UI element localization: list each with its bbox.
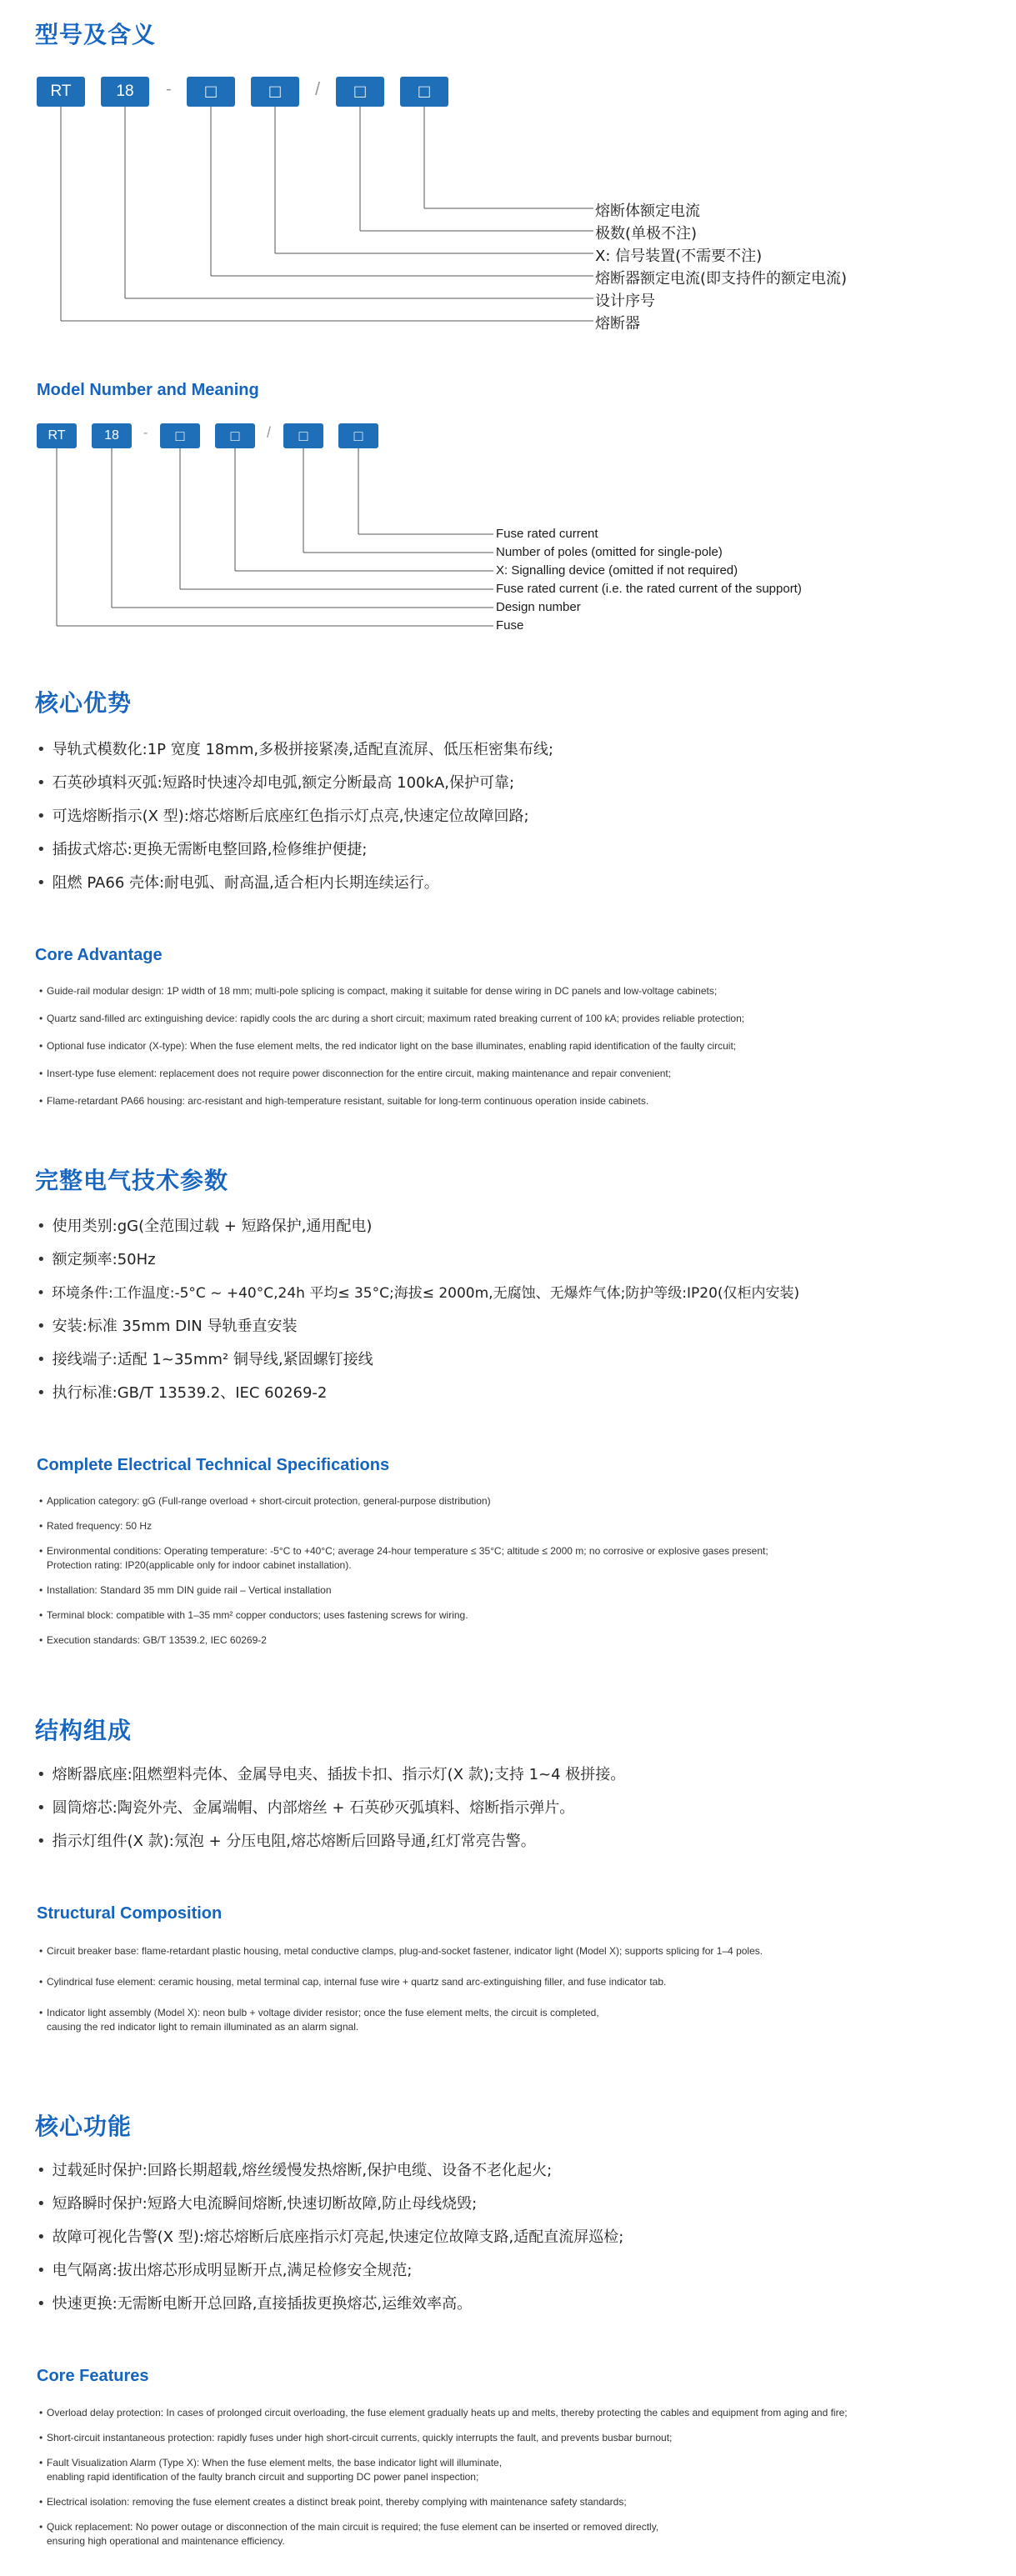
structure-cn-list	[37, 1758, 625, 1858]
advantage-cn-list	[37, 733, 553, 900]
list-item: • Cylindrical fuse element: ceramic housing, metal terminal cap, internal fuse wire + quartz sand arc-extinguishing filler, and fuse indicator tab.	[47, 1975, 763, 1989]
list-item: • 安装:标准 35mm DIN 导轨垂直安装	[37, 1310, 799, 1343]
list-item: • 快速更换:无需断电断开总回路,直接插拔更换熔芯,运维效率高。	[37, 2288, 623, 2321]
list-item: • Environmental conditions: Operating temperature: -5°C to +40°C; average 24-hour temperature ≤ 35°C; altitude ≤ 2000 m; no corrosive or explosive gases present; Protection rating: IP20(applicable only for indoor cabinet installation).	[47, 1544, 768, 1573]
model-en-label-support-current: Fuse rated current (i.e. the rated current of the support)	[496, 582, 802, 596]
advantage-cn-title: 核心优势	[35, 689, 133, 717]
code-rt-cn: RT	[37, 77, 85, 107]
model-cn-label-holder-current: 熔断器额定电流(即支持件的额定电流)	[595, 270, 848, 288]
list-item: • Application category: gG (Full-range overload + short-circuit protection, general-purpose distribution)	[47, 1494, 768, 1508]
model-en-label-fuse: Fuse	[496, 618, 524, 633]
list-item: • Rated frequency: 50 Hz	[47, 1519, 768, 1533]
code-slot-1-cn: □	[187, 77, 235, 107]
list-item: • 熔断器底座:阻燃塑料壳体、金属导电夹、插拔卡扣、指示灯(X 款);支持 1~4 极拼接。	[37, 1758, 625, 1792]
model-en-label-fuse-rated-current: Fuse rated current	[496, 527, 598, 541]
list-item: • Optional fuse indicator (X-type): When the fuse element melts, the red indicator light on the base illuminates, enabling rapid identification of the faulty circuit;	[47, 1039, 744, 1053]
features-en-title: Core Features	[37, 2367, 149, 2385]
spec-en-list	[47, 1494, 768, 1648]
structure-cn-title: 结构组成	[35, 1717, 133, 1744]
list-item: • 可选熔断指示(X 型):熔芯熔断后底座红色指示灯点亮,快速定位故障回路;	[37, 800, 553, 833]
spec-cn-list	[37, 1210, 799, 1410]
features-cn-title: 核心功能	[35, 2113, 133, 2140]
code-slot-1-en: □	[160, 423, 200, 448]
list-item: • Installation: Standard 35 mm DIN guide rail – Vertical installation	[47, 1583, 768, 1598]
structure-en-list	[47, 1944, 763, 2034]
list-item: • 石英砂填料灭弧:短路时快速冷却电弧,额定分断最高 100kA,保护可靠;	[37, 767, 553, 800]
code-18-cn: 18	[101, 77, 149, 107]
list-item: • Insert-type fuse element: replacement does not require power disconnection for the entire circuit, making maintenance and repair convenient;	[47, 1067, 744, 1081]
list-item: • Circuit breaker base: flame-retardant plastic housing, metal conductive clamps, plug-and-socket fastener, indicator light (Model X); supports splicing for 1–4 poles.	[47, 1944, 763, 1958]
advantage-en-list	[47, 984, 744, 1108]
model-en-connector-lines	[0, 0, 500, 650]
dash-separator-en: -	[143, 426, 148, 440]
model-en-label-design-number: Design number	[496, 600, 581, 614]
slash-separator-en: /	[267, 424, 272, 441]
list-item: • 电气隔离:拔出熔芯形成明显断开点,满足检修安全规范;	[37, 2254, 623, 2288]
code-slot-3-en: □	[283, 423, 323, 448]
model-cn-label-signal-device: X: 信号装置(不需要不注)	[595, 248, 763, 265]
list-item: • Execution standards: GB/T 13539.2, IEC 60269-2	[47, 1633, 768, 1648]
list-item: • 接线端子:适配 1~35mm² 铜导线,紧固螺钉接线	[37, 1343, 799, 1377]
model-cn-label-fuse: 熔断器	[595, 315, 640, 333]
list-item: • 额定频率:50Hz	[37, 1243, 799, 1277]
list-item: • Quartz sand-filled arc extinguishing device: rapidly cools the arc during a short circuit; maximum rated breaking current of 100 kA; provides reliable protection;	[47, 1012, 744, 1026]
advantage-en-title: Core Advantage	[35, 946, 163, 964]
list-item: • Short-circuit instantaneous protection: rapidly fuses under high short-circuit currents, quickly interrupts the fault, and prevents busbar burnout;	[47, 2431, 848, 2445]
list-item: • 指示灯组件(X 款):氖泡 + 分压电阻,熔芯熔断后回路导通,红灯常亮告警。	[37, 1825, 625, 1858]
model-en-label-poles: Number of poles (omitted for single-pole)	[496, 545, 723, 559]
model-cn-label-poles: 极数(单极不注)	[595, 225, 698, 243]
list-item: • Guide-rail modular design: 1P width of 18 mm; multi-pole splicing is compact, making it suitable for dense wiring in DC panels and low-voltage cabinets;	[47, 984, 744, 998]
list-item: • Terminal block: compatible with 1–35 mm² copper conductors; uses fastening screws for wiring.	[47, 1608, 768, 1623]
model-cn-label-design-number: 设计序号	[595, 293, 655, 310]
model-cn-label-fuse-rated-current: 熔断体额定电流	[595, 203, 700, 220]
list-item: • 插拔式熔芯:更换无需断电整回路,检修维护便捷;	[37, 833, 553, 867]
model-en-label-signal-device: X: Signalling device (omitted if not required)	[496, 563, 738, 578]
list-item: • 执行标准:GB/T 13539.2、IEC 60269-2	[37, 1377, 799, 1410]
spec-en-title: Complete Electrical Technical Specifications	[37, 1456, 390, 1474]
list-item: • 短路瞬时保护:短路大电流瞬间熔断,快速切断故障,防止母线烧毁;	[37, 2188, 623, 2221]
list-item: • Quick replacement: No power outage or disconnection of the main circuit is required; the fuse element can be inserted or removed directly, ensuring high operational and maintenance efficiency.	[47, 2520, 848, 2548]
list-item: • Electrical isolation: removing the fuse element creates a distinct break point, thereby complying with maintenance safety standards;	[47, 2495, 848, 2509]
list-item: • 导轨式模数化:1P 宽度 18mm,多极拼接紧凑,适配直流屏、低压柜密集布线;	[37, 733, 553, 767]
code-slot-4-cn: □	[400, 77, 448, 107]
list-item: • 圆筒熔芯:陶瓷外壳、金属端帽、内部熔丝 + 石英砂灭弧填料、熔断指示弹片。	[37, 1792, 625, 1825]
list-item: • 环境条件:工作温度:-5°C ~ +40°C,24h 平均≤ 35°C;海拔≤ 2000m,无腐蚀、无爆炸气体;防护等级:IP20(仅柜内安装)	[37, 1277, 799, 1310]
features-en-list	[47, 2406, 848, 2548]
list-item: • Fault Visualization Alarm (Type X): When the fuse element melts, the base indicator light will illuminate, enabling rapid identification of the faulty branch circuit and supporting DC power panel inspection;	[47, 2456, 848, 2484]
slash-separator-cn: /	[315, 78, 321, 99]
features-cn-list	[37, 2154, 623, 2321]
model-cn-title: 型号及含义	[35, 21, 157, 48]
list-item: • Flame-retardant PA66 housing: arc-resistant and high-temperature resistant, suitable for long-term continuous operation inside cabinets.	[47, 1094, 744, 1108]
list-item: • 使用类别:gG(全范围过载 + 短路保护,通用配电)	[37, 1210, 799, 1243]
list-item: • 阻燃 PA66 壳体:耐电弧、耐高温,适合柜内长期连续运行。	[37, 867, 553, 900]
list-item: • 过载延时保护:回路长期超载,熔丝缓慢发热熔断,保护电缆、设备不老化起火;	[37, 2154, 623, 2188]
code-slot-3-cn: □	[336, 77, 384, 107]
code-slot-4-en: □	[338, 423, 378, 448]
structure-en-title: Structural Composition	[37, 1904, 223, 1923]
code-rt-en: RT	[37, 423, 77, 448]
model-en-title: Model Number and Meaning	[37, 381, 259, 399]
code-slot-2-cn: □	[251, 77, 299, 107]
code-18-en: 18	[92, 423, 132, 448]
list-item: • Overload delay protection: In cases of prolonged circuit overloading, the fuse element gradually heats up and melts, thereby protecting the cables and equipment from aging and fire;	[47, 2406, 848, 2420]
code-slot-2-en: □	[215, 423, 255, 448]
list-item: • Indicator light assembly (Model X): neon bulb + voltage divider resistor; once the fuse element melts, the circuit is completed, causing the red indicator light to remain illuminated as an alarm signal.	[47, 2006, 763, 2034]
list-item: • 故障可视化告警(X 型):熔芯熔断后底座指示灯亮起,快速定位故障支路,适配直流屏巡检;	[37, 2221, 623, 2254]
dash-separator-cn: -	[166, 80, 172, 98]
spec-cn-title: 完整电气技术参数	[35, 1167, 229, 1194]
